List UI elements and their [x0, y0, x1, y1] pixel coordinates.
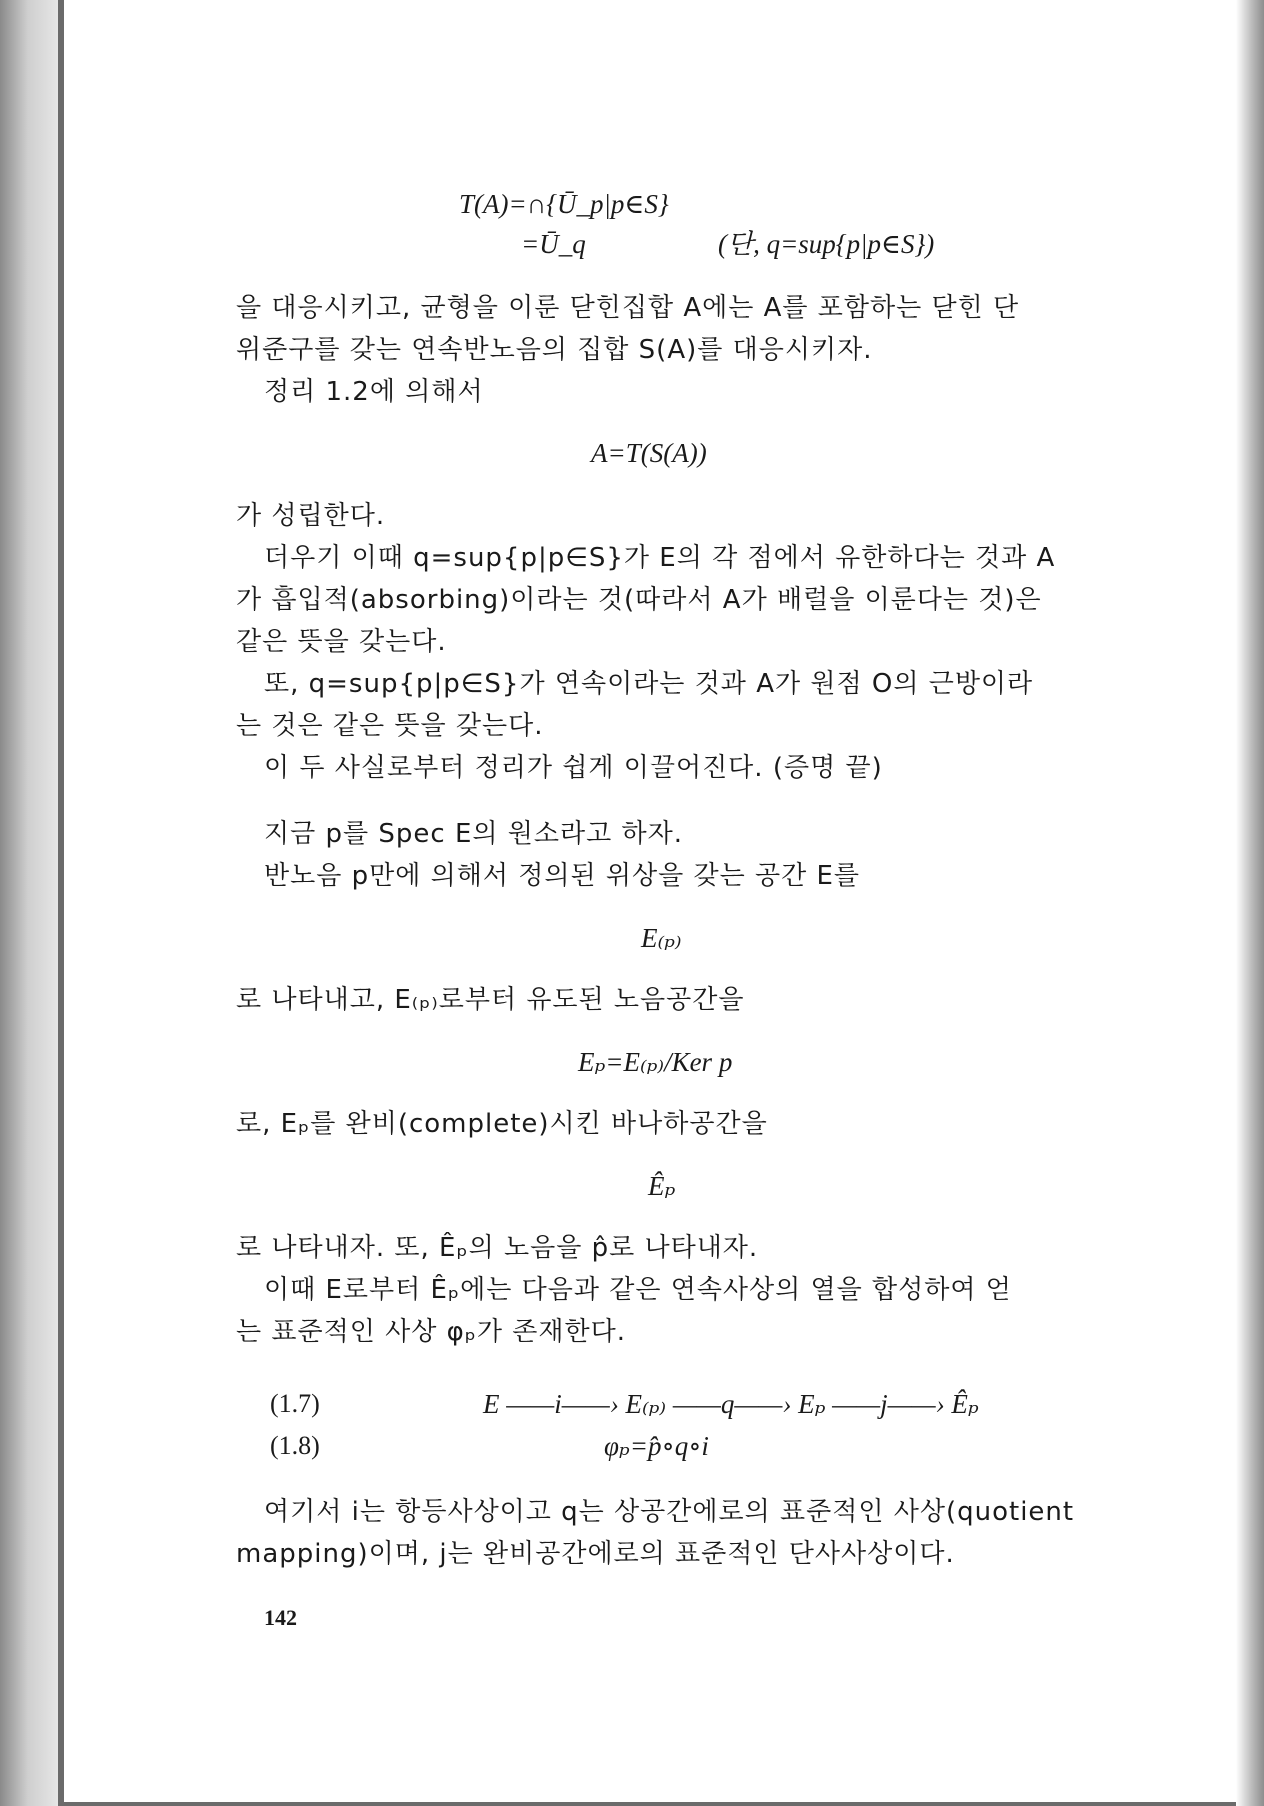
equation-T-line1: T(A)=∩{Ū_p|p∈S} — [459, 189, 669, 219]
equation-E-p-quotient: Eₚ=E₍ₚ₎/Ker p — [578, 1047, 733, 1077]
equation-label-1-8: (1.8) — [270, 1431, 320, 1460]
paragraph-11-line-1: 로 나타내자. 또, Êₚ의 노음을 p̂로 나타내자. — [236, 1233, 759, 1263]
book-spine-shadow — [0, 0, 62, 1806]
paragraph-4-line-2: 가 흡입적(absorbing)이라는 것(따라서 A가 배럴을 이룬다는 것)은 — [236, 585, 1042, 615]
paragraph-4-line-3: 같은 뜻을 갖는다. — [236, 627, 447, 657]
paragraph-13-line-2: mapping)이며, j는 완비공간에로의 표준적인 단사사상이다. — [236, 1539, 955, 1569]
paragraph-7-line-1: 지금 p를 Spec E의 원소라고 하자. — [264, 819, 683, 849]
page-bottom-edge — [62, 1802, 1236, 1806]
equation-1-7: E ——i——› E₍ₚ₎ ——q——› Eₚ ——j——› Êₚ — [483, 1389, 979, 1419]
paragraph-8-line-1: 반노음 p만에 의해서 정의된 위상을 갖는 공간 E를 — [264, 861, 860, 891]
equation-A: A=T(S(A)) — [591, 438, 707, 468]
paragraph-13-line-1: 여기서 i는 항등사상이고 q는 상공간에로의 표준적인 사상(quotient — [264, 1497, 1075, 1527]
paragraph-4-line-1: 더우기 이때 q=sup{p|p∈S}가 E의 각 점에서 유한하다는 것과 A — [264, 543, 1056, 573]
page-number: 142 — [264, 1605, 297, 1630]
paragraph-6-line-1: 이 두 사실로부터 정리가 쉽게 이끌어진다. (증명 끝) — [264, 753, 883, 783]
paragraph-5-line-2: 는 것은 같은 뜻을 갖는다. — [236, 711, 544, 741]
equation-label-1-7: (1.7) — [270, 1389, 320, 1418]
paragraph-3-line-1: 가 성립한다. — [236, 501, 386, 531]
equation-1-8: φₚ=p̂∘q∘i — [604, 1431, 709, 1461]
equation-T-note: (단, q=sup{p|p∈S}) — [718, 229, 935, 259]
equation-T-line2: =Ū_q — [521, 229, 586, 259]
book-spine-edge — [58, 0, 64, 1806]
paragraph-5-line-1: 또, q=sup{p|p∈S}가 연속이라는 것과 A가 원점 O의 근방이라 — [264, 669, 1034, 699]
paragraph-12-line-2: 는 표준적인 사상 φₚ가 존재한다. — [236, 1317, 627, 1347]
paragraph-9-line-1: 로 나타내고, E₍ₚ₎로부터 유도된 노음공간을 — [236, 985, 745, 1015]
paragraph-1-line-2: 위준구를 갖는 연속반노음의 집합 S(A)를 대응시키자. — [236, 335, 873, 365]
paragraph-12-line-1: 이때 E로부터 Êₚ에는 다음과 같은 연속사상의 열을 합성하여 얻 — [264, 1275, 1012, 1305]
paragraph-10-line-1: 로, Eₚ를 완비(complete)시킨 바나하공간을 — [236, 1109, 768, 1139]
paragraph-2-line-1: 정리 1.2에 의해서 — [264, 377, 484, 407]
page-right-shadow — [1236, 0, 1264, 1806]
paragraph-1-line-1: 을 대응시키고, 균형을 이룬 닫힌집합 A에는 A를 포함하는 닫힌 단 — [236, 293, 1020, 323]
equation-E-paren-p: E₍ₚ₎ — [641, 923, 682, 953]
equation-E-hat-p: Êₚ — [648, 1171, 676, 1201]
